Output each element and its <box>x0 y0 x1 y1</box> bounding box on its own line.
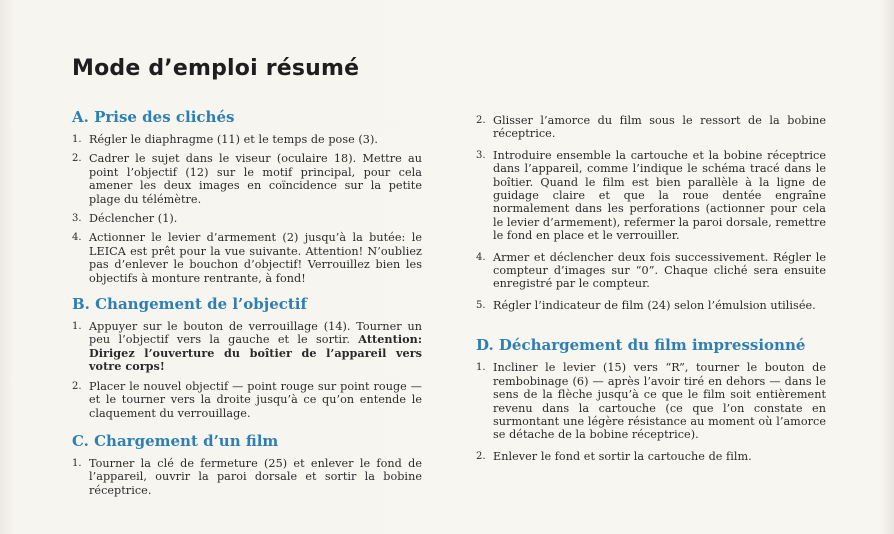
item-number: 1. <box>476 362 486 374</box>
item-number: 4. <box>72 232 82 244</box>
item-text: Tourner la clé de fermeture (25) et enlever le fond de l’appareil, ouvrir la paroi dorsale et sortir la bobine réceptrice. <box>89 456 422 497</box>
list-item <box>476 251 826 291</box>
list-item <box>476 361 826 441</box>
list-item <box>72 457 422 497</box>
attention-warning: Attention: Dirigez l’ouverture du boîtier de l’appareil vers votre corps! <box>89 332 422 374</box>
list-item <box>476 450 826 463</box>
section-heading-chargement-film: C. Chargement d’un film <box>72 431 279 450</box>
list-item <box>72 212 422 225</box>
section-heading-prise-des-cliches: A. Prise des clichés <box>72 108 235 126</box>
section-d-list <box>476 361 826 463</box>
item-text: Cadrer le sujet dans le viseur (oculaire 18). Mettre au point l’objectif (12) sur le motif principal, pour cela amener les deux images en coïncidence sur la petite plage du télémètre. <box>89 152 422 206</box>
list-item <box>72 133 422 146</box>
section-c-list <box>72 457 422 497</box>
list-item <box>476 149 826 243</box>
page-title: Mode d’emploi résumé <box>72 56 360 81</box>
right-column <box>476 114 826 471</box>
item-text: Actionner le levier d’armement (2) jusqu’à la butée: le LEICA est prêt pour la vue suivante. Attention! N’oubliez pas d’enlever le bouchon d’objectif! Verrouillez bien les objectifs à monture rentrante, à fond! <box>89 231 422 285</box>
item-number: 2. <box>72 153 82 165</box>
item-number: 3. <box>476 149 486 161</box>
item-text: Déclencher (1). <box>89 212 178 226</box>
item-text: Introduire ensemble la cartouche et la bobine réceptrice dans l’appareil, comme l’indique le schéma tracé dans le boîtier. Quand le film est bien parallèle à la ligne de guidage claire et que la roue dentée engraîne normalement dans les perforations (actionner pour cela le levier d’armement), refermer la paroi dorsale, remettre le fond en place et le verrouiller. <box>493 148 826 243</box>
section-b-list <box>72 320 422 420</box>
item-text: Armer et déclencher deux fois successivement. Régler le compteur d’images sur “0”. Chaque cliché sera ensuite enregistré par le compteur. <box>493 250 826 291</box>
item-text: Enlever le fond et sortir la cartouche de film. <box>493 449 752 463</box>
item-number: 4. <box>476 251 486 263</box>
item-text: Régler le diaphragme (11) et le temps de pose (3). <box>89 133 378 146</box>
list-item <box>72 380 422 420</box>
item-number: 2. <box>72 380 82 392</box>
list-item <box>476 299 826 312</box>
list-item <box>72 320 422 374</box>
item-number: 5. <box>476 299 486 311</box>
item-text: Régler l’indicateur de film (24) selon l’émulsion utilisée. <box>493 298 816 312</box>
section-heading-dechargement-film: D. Déchargement du film impressionné <box>476 336 806 355</box>
item-number: 1. <box>72 321 82 333</box>
item-text: Placer le nouvel objectif — point rouge sur point rouge — et le tourner vers la droite jusqu’à ce qu’on entende le claquement du verrouillage. <box>89 379 422 420</box>
item-number: 1. <box>72 134 82 145</box>
item-text: Glisser l’amorce du film sous le ressort de la bobine réceptrice. <box>493 114 826 141</box>
item-number: 2. <box>476 115 486 126</box>
section-heading-changement-objectif: B. Changement de l’objectif <box>72 295 307 314</box>
item-number: 1. <box>72 457 82 469</box>
left-column <box>72 108 422 503</box>
item-text: Appuyer sur le bouton de verrouillage (14). Tourner un peu l’objectif vers la gauche et le sortir. <box>89 320 422 347</box>
item-text: Incliner le levier (15) vers “R”, tourner le bouton de rembobinage (6) — après l’avoir tiré en dehors — dans le sens de la flèche jusqu’à ce que le film soit entièrement revenu dans la cartouche (ce que l’on constate en surmontant une légère résistance au moment où l’amorce se détache de la bobine réceptrice). <box>493 361 826 442</box>
section-a-list <box>72 133 422 285</box>
item-number: 3. <box>72 213 82 225</box>
section-c-list-continued <box>476 114 826 312</box>
item-number: 2. <box>476 450 486 462</box>
list-item <box>72 231 422 285</box>
list-item <box>72 152 422 206</box>
list-item <box>476 114 826 141</box>
